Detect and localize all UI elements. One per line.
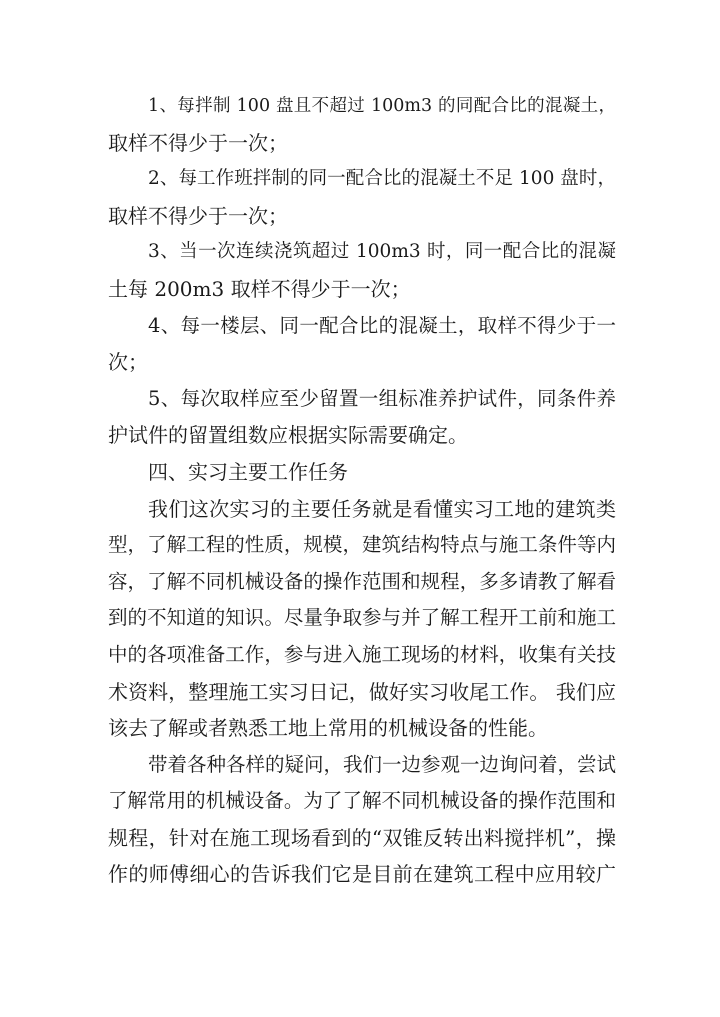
paragraph-line: 型，了解工程的性质，规模，建筑结构特点与施工条件等内	[108, 533, 616, 557]
paragraph-line: 次；	[108, 350, 148, 375]
paragraph-line: 中的各项准备工作，参与进入施工现场的材料，收集有关技	[108, 642, 616, 666]
paragraph-line: 作的师傅细心的告诉我们它是目前在建筑工程中应用较广	[108, 862, 616, 887]
paragraph-line: 取样不得少于一次；	[108, 130, 288, 155]
paragraph-line: 规程，针对在施工现场看到的“双锥反转出料搅拌机”，操	[108, 825, 616, 850]
paragraph-line: 该去了解或者熟悉工地上常用的机械设备的性能。	[108, 716, 548, 741]
paragraph-line: 容，了解不同机械设备的操作范围和规程，多多请教了解看	[108, 569, 616, 593]
section-heading: 四、实习主要工作任务	[148, 459, 348, 484]
paragraph-line: 到的不知道的知识。尽量争取参与并了解工程开工前和施工	[108, 606, 616, 630]
paragraph-line: 带着各种各样的疑问，我们一边参观一边询问着，尝试	[148, 752, 617, 776]
paragraph-line: 了解常用的机械设备。为了了解不同机械设备的操作范围和	[108, 789, 616, 813]
paragraph-line: 3、当一次连续浇筑超过 100m3 时，同一配合比的混凝	[148, 241, 616, 263]
paragraph-line: 术资料，整理施工实习日记，做好实习收尾工作。 我们应	[108, 679, 616, 704]
paragraph-line: 2、每工作班拌制的同一配合比的混凝土不足 100 盘时，	[148, 168, 616, 190]
body-text	[108, 88, 616, 893]
paragraph-line: 取样不得少于一次；	[108, 203, 288, 228]
paragraph-line: 我们这次实习的主要任务就是看懂实习工地的建筑类	[148, 496, 616, 521]
paragraph-line: 5、每次取样应至少留置一组标准养护试件，同条件养	[148, 386, 616, 410]
paragraph-line: 4、每一楼层、同一配合比的混凝土，取样不得少于一	[148, 313, 616, 337]
paragraph-line: 护试件的留置组数应根据实际需要确定。	[108, 423, 468, 448]
paragraph-line: 1、每拌制 100 盘且不超过 100m3 的同配合比的混凝土，	[148, 96, 616, 116]
paragraph-line: 土每 200m3 取样不得少于一次；	[108, 276, 411, 301]
